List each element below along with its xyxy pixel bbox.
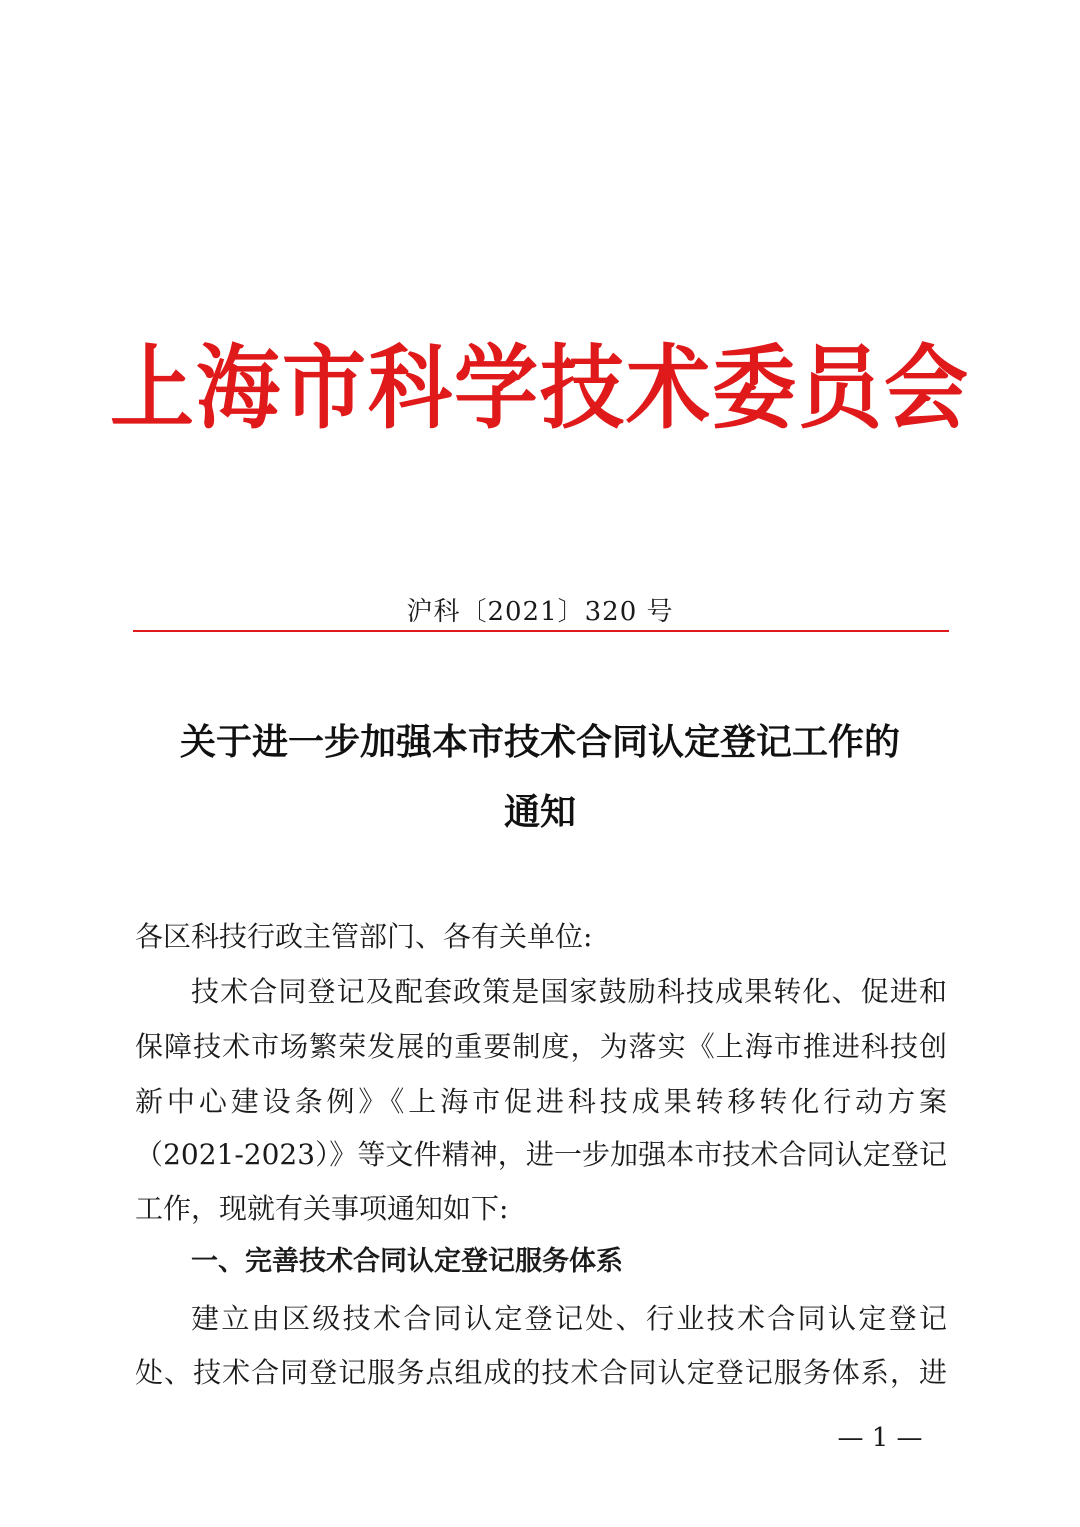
- paragraph-1-line-2: 保障技术市场繁荣发展的重要制度，为落实《上海市推进科技创: [135, 1030, 947, 1063]
- document-number: 沪科〔2021〕320 号: [406, 597, 674, 627]
- paragraph-1-line-3: 新中心建设条例》《上海市促进科技成果转移转化行动方案: [135, 1085, 947, 1118]
- paragraph-2-line-2: 处、技术合同登记服务点组成的技术合同认定登记服务体系，进: [135, 1356, 947, 1389]
- paragraph-1-line-1: 技术合同登记及配套政策是国家鼓励科技成果转化、促进和: [191, 975, 947, 1008]
- paragraph-1-line-4: （2021-2023）》等文件精神，进一步加强本市技术合同认定登记: [135, 1138, 947, 1171]
- section-1-heading: 一、完善技术合同认定登记服务体系: [191, 1246, 623, 1277]
- paragraph-1-line-5: 工作，现就有关事项通知如下:: [135, 1192, 509, 1225]
- paragraph-2-line-1: 建立由区级技术合同认定登记处、行业技术合同认定登记: [191, 1302, 947, 1335]
- red-separator-rule: [133, 630, 949, 632]
- issuing-authority-masthead: 上海市科学技术委员会: [109, 334, 970, 441]
- salutation: 各区科技行政主管部门、各有关单位:: [135, 920, 593, 953]
- document-title-line-1: 关于进一步加强本市技术合同认定登记工作的: [179, 722, 900, 763]
- page-number: — 1 —: [837, 1423, 923, 1453]
- document-title-line-2: 通知: [503, 792, 576, 833]
